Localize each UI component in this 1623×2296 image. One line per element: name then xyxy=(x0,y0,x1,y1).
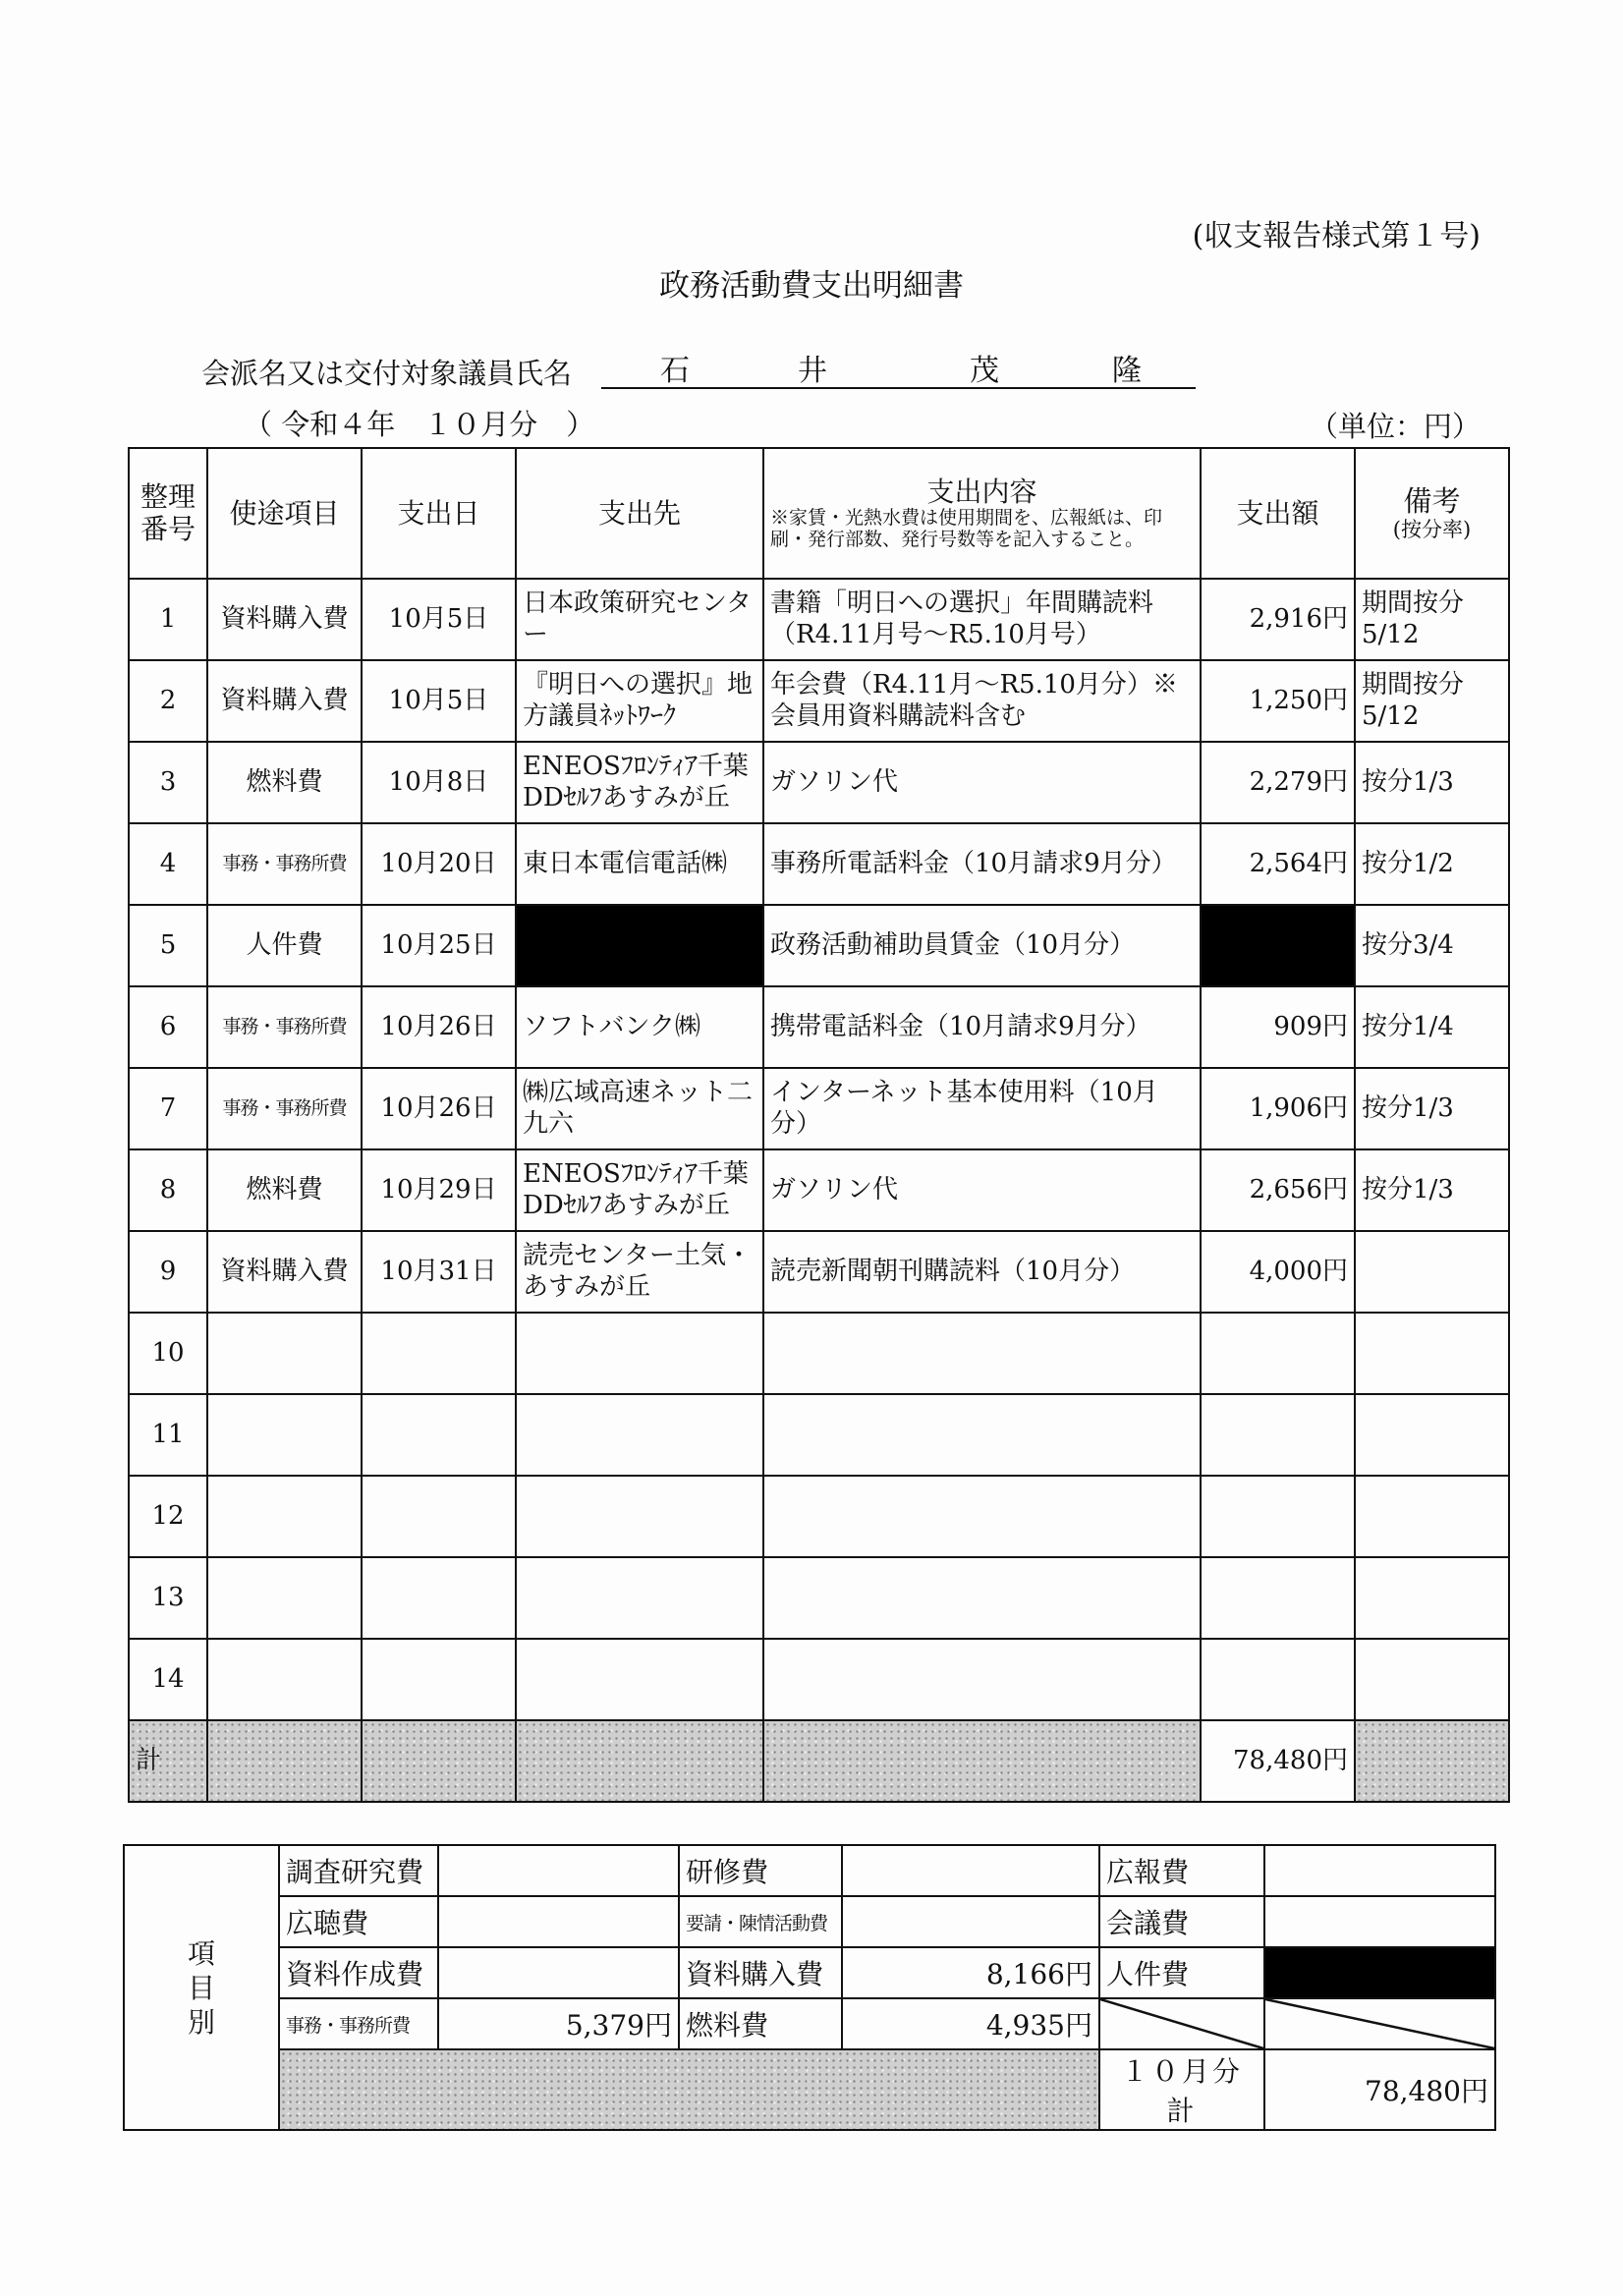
month-total-amount: 78,480円 xyxy=(1264,2049,1495,2130)
row-no: 6 xyxy=(129,986,207,1068)
row-purpose: 燃料費 xyxy=(207,742,362,823)
cat-training: 研修費 xyxy=(679,1845,842,1896)
header-row xyxy=(129,448,1509,579)
table-row xyxy=(129,1313,1509,1394)
row-purpose xyxy=(207,1639,362,1720)
cat-research-amount xyxy=(438,1845,679,1896)
total-shade xyxy=(207,1720,362,1802)
cat-office: 事務・事務所費 xyxy=(279,1998,438,2049)
row-payee: 『明日への選択』地方議員ﾈｯﾄﾜｰｸ xyxy=(516,660,763,742)
total-shade xyxy=(516,1720,763,1802)
row-purpose: 資料購入費 xyxy=(207,1231,362,1313)
header-no: 整理番号 xyxy=(129,448,207,579)
total-amount: 78,480円 xyxy=(1201,1720,1355,1802)
row-purpose: 資料購入費 xyxy=(207,579,362,660)
header-content-note: ※家賃・光熱水費は使用期間を、広報紙は、印刷・発行部数、発行号数等を記入すること。 xyxy=(770,507,1163,551)
row-remarks: 按分1/2 xyxy=(1355,823,1509,905)
row-payee: ENEOSﾌﾛﾝﾃｨｱ千葉DDｾﾙﾌあすみが丘 xyxy=(516,742,763,823)
cat-research: 調査研究費 xyxy=(279,1845,438,1896)
row-content: 事務所電話料金（10月請求9月分） xyxy=(763,823,1201,905)
row-amount xyxy=(1201,1557,1355,1639)
cat-hearing-amount xyxy=(438,1896,679,1947)
row-payee xyxy=(516,1313,763,1394)
table-row xyxy=(129,742,1509,823)
cat-fuel-amount: 4,935円 xyxy=(842,1998,1099,2049)
cat-petition: 要請・陳情活動費 xyxy=(679,1896,842,1947)
row-remarks xyxy=(1355,1231,1509,1313)
cat-fuel: 燃料費 xyxy=(679,1998,842,2049)
row-date xyxy=(362,1639,516,1720)
row-content: ガソリン代 xyxy=(763,742,1201,823)
header-amount: 支出額 xyxy=(1201,448,1355,579)
row-content xyxy=(763,1639,1201,1720)
row-amount-redacted xyxy=(1201,905,1355,986)
expense-table xyxy=(128,447,1510,1803)
row-payee: ソフトバンク㈱ xyxy=(516,986,763,1068)
row-purpose: 資料購入費 xyxy=(207,660,362,742)
row-remarks: 期間按分5/12 xyxy=(1355,579,1509,660)
row-content: 読売新聞朝刊購読料（10月分） xyxy=(763,1231,1201,1313)
row-date: 10月26日 xyxy=(362,1068,516,1149)
header-content-title: 支出内容 xyxy=(926,475,1037,508)
header-date: 支出日 xyxy=(362,448,516,579)
row-payee: 東日本電信電話㈱ xyxy=(516,823,763,905)
row-purpose xyxy=(207,1476,362,1557)
cat-petition-amount xyxy=(842,1896,1099,1947)
total-shade xyxy=(763,1720,1201,1802)
row-purpose xyxy=(207,1394,362,1476)
row-payee: ENEOSﾌﾛﾝﾃｨｱ千葉DDｾﾙﾌあすみが丘 xyxy=(516,1149,763,1231)
table-row xyxy=(129,1476,1509,1557)
row-date xyxy=(362,1557,516,1639)
row-payee-redacted xyxy=(516,905,763,986)
table-row xyxy=(129,1149,1509,1231)
cat-personnel-amount-redacted xyxy=(1264,1947,1495,1998)
row-remarks: 按分3/4 xyxy=(1355,905,1509,986)
row-amount: 909円 xyxy=(1201,986,1355,1068)
row-amount xyxy=(1201,1313,1355,1394)
name-char: 井 xyxy=(798,354,827,388)
row-purpose xyxy=(207,1557,362,1639)
cat-meeting: 会議費 xyxy=(1099,1896,1264,1947)
table-row xyxy=(129,1231,1509,1313)
row-no: 7 xyxy=(129,1068,207,1149)
cat-doc-purchase-amount: 8,166円 xyxy=(842,1947,1099,1998)
row-content xyxy=(763,1557,1201,1639)
cat-doc-creation: 資料作成費 xyxy=(279,1947,438,1998)
header-content xyxy=(763,448,1201,579)
row-amount xyxy=(1201,1476,1355,1557)
row-content xyxy=(763,1476,1201,1557)
header-remarks-title: 備考 xyxy=(1403,483,1461,518)
row-remarks: 按分1/3 xyxy=(1355,1068,1509,1149)
row-content xyxy=(763,1394,1201,1476)
row-date xyxy=(362,1394,516,1476)
name-label: 会派名又は交付対象議員氏名 xyxy=(201,357,573,390)
summary-shaded-area xyxy=(279,2049,1099,2130)
row-no: 11 xyxy=(129,1394,207,1476)
category-summary-table xyxy=(123,1844,1496,2131)
row-payee: ㈱広域高速ネット二九六 xyxy=(516,1068,763,1149)
cat-personnel: 人件費 xyxy=(1099,1947,1264,1998)
header-remarks-sub: (按分率) xyxy=(1392,518,1472,542)
cat-office-amount: 5,379円 xyxy=(438,1998,679,2049)
row-amount: 2,564円 xyxy=(1201,823,1355,905)
row-purpose xyxy=(207,1313,362,1394)
row-remarks: 按分1/4 xyxy=(1355,986,1509,1068)
row-content xyxy=(763,1313,1201,1394)
table-row xyxy=(129,1557,1509,1639)
summary-label: 項目別 xyxy=(124,1845,279,2130)
total-row xyxy=(129,1720,1509,1802)
row-date: 10月31日 xyxy=(362,1231,516,1313)
row-amount: 2,656円 xyxy=(1201,1149,1355,1231)
cat-pr-amount xyxy=(1264,1845,1495,1896)
row-no: 4 xyxy=(129,823,207,905)
row-remarks: 按分1/3 xyxy=(1355,742,1509,823)
row-content: 政務活動補助員賃金（10月分） xyxy=(763,905,1201,986)
row-no: 3 xyxy=(129,742,207,823)
row-no: 13 xyxy=(129,1557,207,1639)
table-row xyxy=(129,1068,1509,1149)
row-purpose: 事務・事務所費 xyxy=(207,1068,362,1149)
row-remarks: 按分1/3 xyxy=(1355,1149,1509,1231)
total-shade xyxy=(362,1720,516,1802)
row-amount xyxy=(1201,1394,1355,1476)
table-row xyxy=(129,905,1509,986)
empty-diagonal-cell xyxy=(1264,1998,1495,2049)
row-date: 10月5日 xyxy=(362,660,516,742)
cat-doc-creation-amount xyxy=(438,1947,679,1998)
table-row xyxy=(129,823,1509,905)
row-no: 5 xyxy=(129,905,207,986)
row-date: 10月5日 xyxy=(362,579,516,660)
name-char: 石 xyxy=(660,354,690,388)
row-date xyxy=(362,1313,516,1394)
row-amount: 2,916円 xyxy=(1201,579,1355,660)
table-row xyxy=(129,1394,1509,1476)
row-remarks xyxy=(1355,1476,1509,1557)
row-purpose: 人件費 xyxy=(207,905,362,986)
row-no: 8 xyxy=(129,1149,207,1231)
form-number: (収支報告様式第１号) xyxy=(1192,219,1481,253)
row-payee: 読売センター土気・あすみが丘 xyxy=(516,1231,763,1313)
row-remarks xyxy=(1355,1394,1509,1476)
row-date: 10月29日 xyxy=(362,1149,516,1231)
row-date: 10月26日 xyxy=(362,986,516,1068)
table-row xyxy=(129,1639,1509,1720)
row-amount: 4,000円 xyxy=(1201,1231,1355,1313)
empty-diagonal-cell xyxy=(1099,1998,1264,2049)
row-date: 10月25日 xyxy=(362,905,516,986)
row-payee: 日本政策研究センター xyxy=(516,579,763,660)
row-content: 年会費（R4.11月～R5.10月分）※会員用資料購読料含む xyxy=(763,660,1201,742)
row-payee xyxy=(516,1394,763,1476)
row-no: 12 xyxy=(129,1476,207,1557)
cat-hearing: 広聴費 xyxy=(279,1896,438,1947)
month-total-label: １０月分計 xyxy=(1099,2049,1264,2130)
row-amount xyxy=(1201,1639,1355,1720)
member-name xyxy=(601,346,1196,389)
header-purpose: 使途項目 xyxy=(207,448,362,579)
row-content: 書籍「明日への選択」年間購読料（R4.11月号～R5.10月号） xyxy=(763,579,1201,660)
row-content: インターネット基本使用料（10月分） xyxy=(763,1068,1201,1149)
row-payee xyxy=(516,1639,763,1720)
table-row xyxy=(129,660,1509,742)
row-amount: 1,250円 xyxy=(1201,660,1355,742)
row-remarks xyxy=(1355,1313,1509,1394)
cat-pr: 広報費 xyxy=(1099,1845,1264,1896)
row-date: 10月8日 xyxy=(362,742,516,823)
row-remarks: 期間按分5/12 xyxy=(1355,660,1509,742)
row-purpose: 燃料費 xyxy=(207,1149,362,1231)
row-purpose: 事務・事務所費 xyxy=(207,823,362,905)
row-purpose: 事務・事務所費 xyxy=(207,986,362,1068)
name-char: 茂 xyxy=(970,354,999,388)
total-shade xyxy=(1355,1720,1509,1802)
row-amount: 1,906円 xyxy=(1201,1068,1355,1149)
row-payee xyxy=(516,1476,763,1557)
header-remarks xyxy=(1355,448,1509,579)
name-char: 隆 xyxy=(1112,354,1142,388)
row-remarks xyxy=(1355,1639,1509,1720)
unit-label: （単位：円） xyxy=(1309,410,1481,443)
row-content: ガソリン代 xyxy=(763,1149,1201,1231)
cat-meeting-amount xyxy=(1264,1896,1495,1947)
period: （ 令和４年 １０月分 ） xyxy=(244,408,595,441)
document-title: 政務活動費支出明細書 xyxy=(659,268,964,304)
row-date xyxy=(362,1476,516,1557)
row-no: 2 xyxy=(129,660,207,742)
row-remarks xyxy=(1355,1557,1509,1639)
header-payee: 支出先 xyxy=(516,448,763,579)
row-no: 14 xyxy=(129,1639,207,1720)
table-row xyxy=(129,579,1509,660)
row-payee xyxy=(516,1557,763,1639)
total-label: 計 xyxy=(129,1720,207,1802)
row-no: 10 xyxy=(129,1313,207,1394)
table-row xyxy=(129,986,1509,1068)
row-no: 9 xyxy=(129,1231,207,1313)
cat-doc-purchase: 資料購入費 xyxy=(679,1947,842,1998)
cat-training-amount xyxy=(842,1845,1099,1896)
row-content: 携帯電話料金（10月請求9月分） xyxy=(763,986,1201,1068)
row-no: 1 xyxy=(129,579,207,660)
row-amount: 2,279円 xyxy=(1201,742,1355,823)
row-date: 10月20日 xyxy=(362,823,516,905)
